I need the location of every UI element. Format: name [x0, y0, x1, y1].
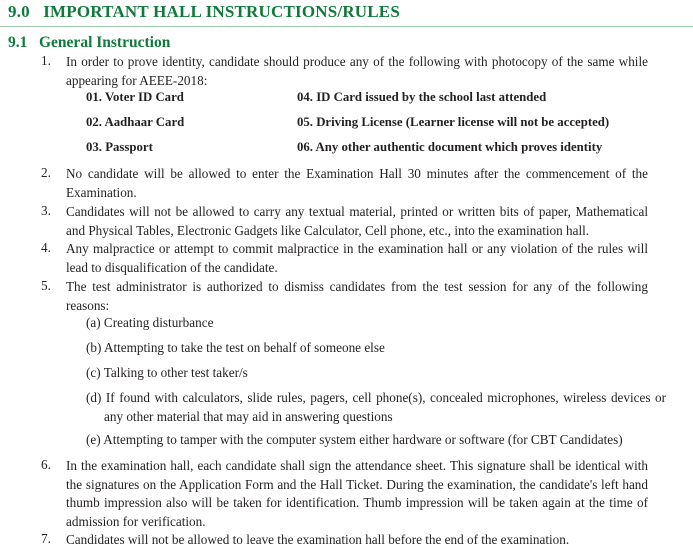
instruction-text: Candidates will not be allowed to carry any textual material, printed or written bits of paper, Mathematical and Physical Tables, Electronic Gadgets like Calculator, Cell phone, etc., into the examination hall. [66, 204, 648, 238]
item-number: 5. [41, 278, 51, 293]
subsection-number: 9.1 [8, 34, 28, 51]
dismissal-reason: (c) Talking to other test taker/s [86, 365, 248, 380]
dismissal-reason: (a) Creating disturbance [86, 315, 214, 330]
instruction-text: Any malpractice or attempt to commit malpractice in the examination hall or any violation of the rules will lead to disqualification of the candidate. [66, 241, 648, 275]
instruction-text: Candidates will not be allowed to leave the examination hall before the end of the examination. [66, 532, 570, 547]
subsection-heading [8, 34, 170, 52]
section-title: IMPORTANT HALL INSTRUCTIONS/RULES [43, 2, 401, 21]
section-heading [8, 2, 400, 22]
instruction-text: The test administrator is authorized to dismiss candidates from the test session for any of the following reasons: [66, 279, 648, 313]
item-number: 1. [41, 53, 51, 68]
id-document-item: 01. Voter ID Card [86, 90, 184, 104]
instruction-text: No candidate will be allowed to enter the Examination Hall 30 minutes after the commencement of the Examination. [66, 166, 648, 200]
id-document-item: 06. Any other authentic document which proves identity [297, 140, 603, 154]
dismissal-reason: (e) Attempting to tamper with the computer system either hardware or software (for CBT Candidates) [86, 432, 623, 447]
id-document-item: 05. Driving License (Learner license will not be accepted) [297, 115, 610, 129]
item-number: 7. [41, 531, 51, 546]
item-number: 2. [41, 165, 51, 180]
subsection-title: General Instruction [39, 34, 171, 51]
dismissal-reason: (b) Attempting to take the test on behalf of someone else [86, 340, 385, 355]
instruction-text: In order to prove identity, candidate should produce any of the following with photocopy of the same while appearing for AEEE-2018: [66, 54, 648, 88]
item-number: 3. [41, 203, 51, 218]
dismissal-reason: (d) If found with calculators, slide rules, pagers, cell phone(s), concealed microphones, wireless devices or any other material that may aid in answering questions [86, 390, 666, 424]
item-number: 6. [41, 457, 51, 472]
instruction-text: In the examination hall, each candidate shall sign the attendance sheet. This signature shall be identical with the signatures on the Application Form and the Hall Ticket. During the examination, the candidate's left hand thumb impression also will be taken for identification. Thumb impression will be taken again at the time of admission for verification. [66, 458, 648, 529]
item-number: 4. [41, 240, 51, 255]
heading-divider [0, 26, 693, 27]
id-document-item: 04. ID Card issued by the school last attended [297, 90, 547, 104]
section-number: 9.0 [8, 2, 30, 21]
id-document-item: 03. Passport [86, 140, 153, 154]
id-document-item: 02. Aadhaar Card [86, 115, 185, 129]
